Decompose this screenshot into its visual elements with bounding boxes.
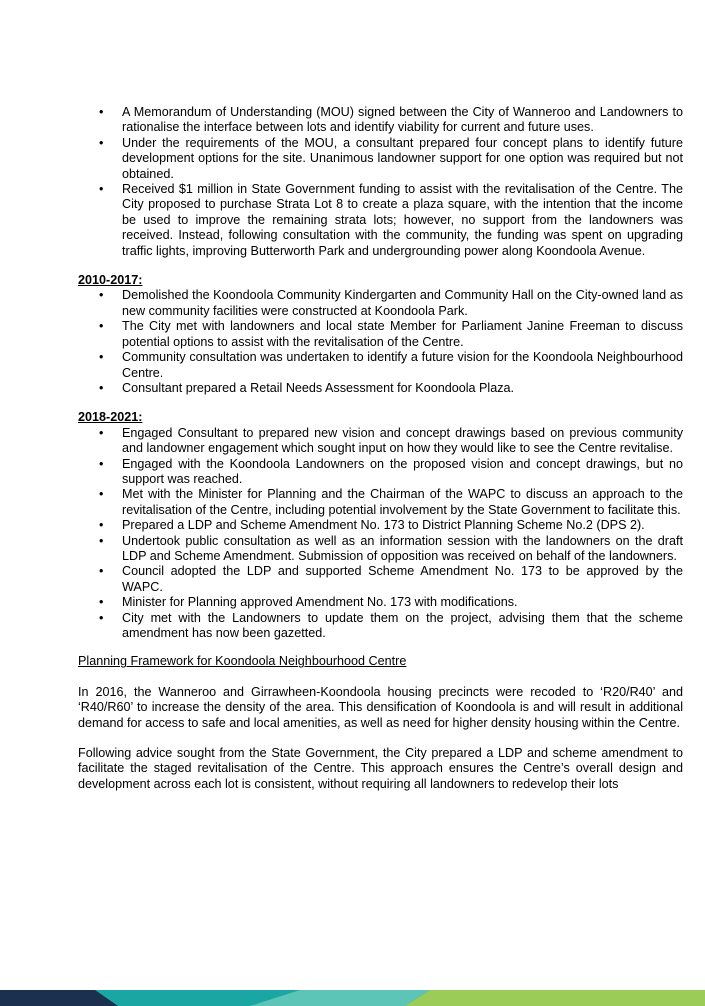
list-item: • Council adopted the LDP and supported Scheme Amendment No. 173 to be approved by the WAPC. bbox=[78, 564, 683, 595]
bullet-list-2010-2017 bbox=[78, 288, 683, 396]
section-heading-2018-2021: 2018-2021: bbox=[78, 410, 143, 425]
list-item: • City met with the Landowners to update them on the project, advising them that the scheme amendment has now been gazetted. bbox=[78, 611, 683, 642]
intro-bullet-list bbox=[78, 105, 683, 259]
bullet-list-2018-2021 bbox=[78, 426, 683, 642]
footer-color-band bbox=[0, 990, 705, 1006]
list-item: • Engaged with the Koondoola Landowners on the proposed vision and concept drawings, but no support was reached. bbox=[78, 457, 683, 488]
paragraph-revitalisation: Following advice sought from the State Government, the City prepared a LDP and scheme amendment to facilitate the staged revitalisation of the Centre. This approach ensures the Centre’s overall design and development across each lot is consistent, without requiring all landowners to redevelop their lots bbox=[78, 746, 683, 791]
list-item: • Under the requirements of the MOU, a consultant prepared four concept plans to identify future development options for the site. Unanimous landowner support for one option was required but not obtained. bbox=[78, 136, 683, 182]
paragraph-densification: In 2016, the Wanneroo and Girrawheen-Koondoola housing precincts were recoded to ‘R20/R40’ and ‘R40/R60’ to increase the density of the area. This densification of Koondoola is and will result in additional demand for access to safe and local amenities, as well as need for higher density housing within the Centre. bbox=[78, 684, 683, 730]
list-item: • Undertook public consultation as well as an information session with the landowners on the draft LDP and Scheme Amendment. Submission of opposition was received on behalf of the landowners. bbox=[78, 534, 683, 565]
list-item: • Engaged Consultant to prepared new vision and concept drawings based on previous community and landowner engagement which sought input on how they would like to see the Centre revitalise. bbox=[78, 426, 683, 457]
list-item: • Minister for Planning approved Amendment No. 173 with modifications. bbox=[78, 595, 683, 610]
list-item: • Received $1 million in State Government funding to assist with the revitalisation of the Centre. The City proposed to purchase Strata Lot 8 to create a plaza square, with the intention that the income be used to improve the remaining strata lots; however, no support from the landowners was received. Instead, following consultation with the community, the funding was spent on upgrading traffic lights, improving Butterworth Park and undergrounding power along Koondoola Avenue. bbox=[78, 182, 683, 259]
list-item: • Consultant prepared a Retail Needs Assessment for Koondoola Plaza. bbox=[78, 381, 683, 396]
list-item: • The City met with landowners and local state Member for Parliament Janine Freeman to discuss potential options to assist with the revitalisation of the Centre. bbox=[78, 319, 683, 350]
planning-framework-heading: Planning Framework for Koondoola Neighbourhood Centre bbox=[78, 654, 407, 669]
list-item: • Community consultation was undertaken to identify a future vision for the Koondoola Neighbourhood Centre. bbox=[78, 350, 683, 381]
list-item: • Met with the Minister for Planning and the Chairman of the WAPC to discuss an approach to the revitalisation of the Centre, including potential involvement by the State Government to facilitate this. bbox=[78, 487, 683, 518]
footer-band-green bbox=[405, 990, 705, 1006]
list-item: • A Memorandum of Understanding (MOU) signed between the City of Wanneroo and Landowners to rationalise the interface between lots and identify viability for current and future uses. bbox=[78, 105, 683, 136]
list-item: • Demolished the Koondoola Community Kindergarten and Community Hall on the City-owned land as new community facilities were constructed at Koondoola Park. bbox=[78, 288, 683, 319]
section-heading-2010-2017: 2010-2017: bbox=[78, 273, 143, 288]
list-item: • Prepared a LDP and Scheme Amendment No. 173 to District Planning Scheme No.2 (DPS 2). bbox=[78, 518, 683, 533]
document-page bbox=[78, 105, 683, 792]
